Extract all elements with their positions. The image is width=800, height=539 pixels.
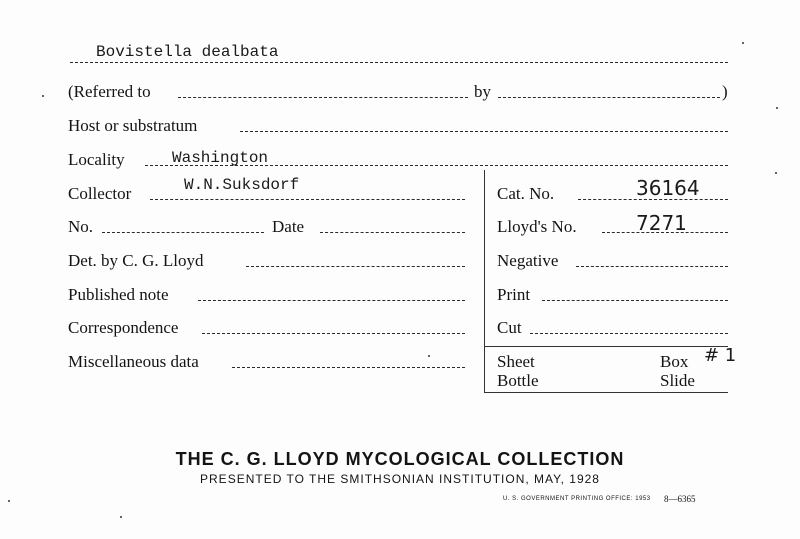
scan-speck <box>742 42 744 44</box>
collector-label: Collector <box>68 184 132 203</box>
sheet-label: Sheet <box>497 352 535 371</box>
published-note-label: Published note <box>68 285 169 304</box>
scan-speck <box>776 107 778 109</box>
by-line <box>498 97 720 98</box>
box-value: # 1 <box>704 345 737 366</box>
no-label: No. <box>68 217 94 236</box>
published-note-line <box>198 300 465 301</box>
scan-speck <box>42 95 44 97</box>
det-by-label: Det. by C. G. Lloyd <box>68 251 204 270</box>
right-box-bottom <box>484 392 728 393</box>
close-paren: ) <box>722 82 728 101</box>
cat-no-label: Cat. No. <box>497 184 555 203</box>
bottle-label: Bottle <box>497 371 539 390</box>
cut-label: Cut <box>497 318 522 337</box>
printing-office-note: U. S. GOVERNMENT PRINTING OFFICE: 1953 <box>503 496 651 502</box>
date-label: Date <box>272 217 305 236</box>
form-number: 8—6365 <box>664 494 696 504</box>
print-line <box>542 300 728 301</box>
scan-speck <box>120 516 122 518</box>
scan-speck <box>8 500 10 502</box>
sheet-divider <box>484 346 728 347</box>
scan-speck <box>775 172 777 174</box>
negative-label: Negative <box>497 251 559 270</box>
box-label: Box <box>660 352 689 371</box>
collector-line <box>150 199 465 200</box>
misc-label: Miscellaneous data <box>68 352 199 371</box>
date-line <box>320 232 465 233</box>
locality-value: Washington <box>172 149 269 167</box>
negative-line <box>576 266 728 267</box>
scan-speck <box>428 355 430 357</box>
collection-subtitle: PRESENTED TO THE SMITHSONIAN INSTITUTION, MAY, 1928 <box>200 472 600 486</box>
slide-label: Slide <box>660 371 695 390</box>
collector-value: W.N.Suksdorf <box>184 176 300 194</box>
species-line <box>70 62 728 63</box>
misc-line <box>232 367 465 368</box>
collection-title: THE C. G. LLOYD MYCOLOGICAL COLLECTION <box>175 449 625 469</box>
lloyds-no-label: Lloyd's No. <box>497 217 577 236</box>
by-label: by <box>474 82 491 101</box>
det-by-line <box>246 266 465 267</box>
lloyds-no-value: 7271 <box>636 211 687 235</box>
species-name: Bovistella dealbata <box>96 43 279 61</box>
locality-label: Locality <box>68 150 125 169</box>
print-label: Print <box>497 285 531 304</box>
no-line <box>102 232 264 233</box>
right-box-border <box>484 170 485 392</box>
cut-line <box>530 333 728 334</box>
correspondence-label: Correspondence <box>68 318 179 337</box>
host-label: Host or substratum <box>68 116 198 135</box>
referred-to-line <box>178 97 468 98</box>
referred-to-label: (Referred to <box>68 82 151 101</box>
cat-no-value: 36164 <box>636 176 700 200</box>
host-line <box>240 131 728 132</box>
correspondence-line <box>202 333 465 334</box>
